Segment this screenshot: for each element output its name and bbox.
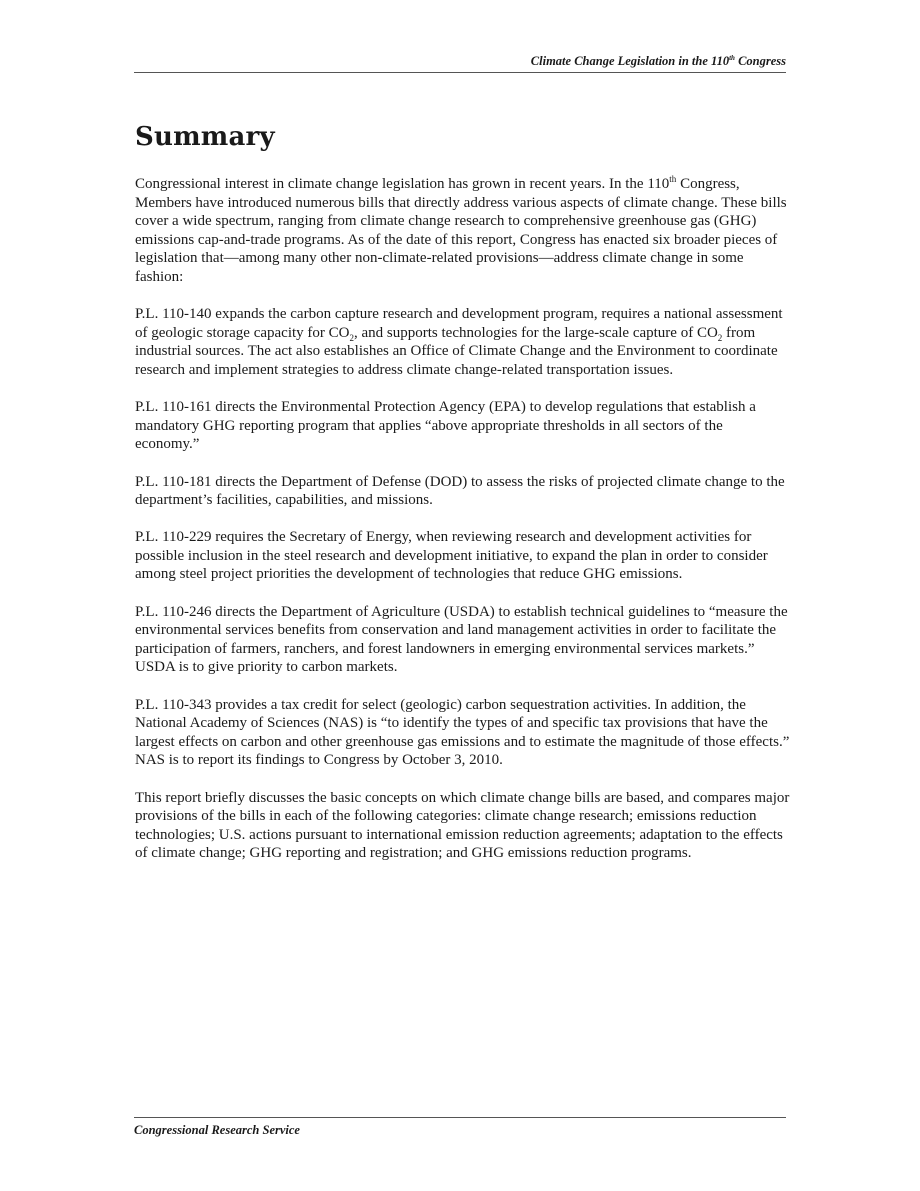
page-title: Summary: [135, 122, 275, 152]
pl-110-246-paragraph: P.L. 110-246 directs the Department of Agriculture (USDA) to establish technical guidelines to “measure the environmental services benefits from conservation and land management activities in order to facilitate the participation of farmers, ranchers, and forest landowners in emerging environmental services markets.” USDA is to give priority to carbon markets.: [135, 603, 788, 676]
intro-paragraph: [135, 175, 790, 287]
intro-text: Congressional interest in climate change legislation has grown in recent years. In the 110: [135, 176, 670, 192]
summary-body: [135, 175, 790, 882]
pl-110-140-paragraph: [135, 305, 790, 379]
running-footer: Congressional Research Service: [134, 1117, 786, 1138]
pl-110-181-paragraph: P.L. 110-181 directs the Department of Defense (DOD) to assess the risks of projected climate change to the department’s facilities, capabilities, and missions.: [135, 473, 785, 509]
pl-110-140-text: P.L. 110-140 expands the carbon capture research and development program, requires a national assessment of geologic storage capacity for CO: [135, 306, 783, 341]
closing-paragraph: This report briefly discusses the basic concepts on which climate change bills are based, and compares major provisions of the bills in each of the following categories: climate change research; emissions reduction technologies; U.S. actions pursuant to international emission reduction agreements; adaptation to the effects of climate change; GHG reporting and registration; and GHG emissions reduction programs.: [135, 789, 790, 862]
intro-text-continued: Congress, Members have introduced numerous bills that directly address various aspects of climate change. These bills cover a wide spectrum, ranging from climate change research to comprehensive greenhouse gas (GHG) emissions cap-and-trade programs. As of the date of this report, Congress has enacted six broader pieces of legislation that—among many other non-climate-related provisions—address climate change in some fashion:: [135, 176, 787, 285]
co2-subscript: 2: [717, 332, 723, 343]
intro-superscript: th: [669, 174, 677, 184]
running-header-superscript: th: [729, 53, 735, 62]
pl-110-161-paragraph: P.L. 110-161 directs the Environmental Protection Agency (EPA) to develop regulations that establish a mandatory GHG reporting program that applies “above appropriate thresholds in all sectors of the economy.”: [135, 399, 756, 453]
pl-110-229-paragraph: P.L. 110-229 requires the Secretary of Energy, when reviewing research and development activities for possible inclusion in the steel research and development initiative, to expand the plan in order to consider among steel project priorities the development of technologies that reduce GHG emissions.: [135, 529, 768, 583]
running-header-text: Climate Change Legislation in the 110: [530, 54, 730, 68]
pl-110-140-text-end: from industrial sources. The act also establishes an Office of Climate Change and the Environment to coordinate research and implement strategies to address climate change-related transportation issues.: [135, 324, 778, 378]
running-header-text-end: Congress: [734, 54, 786, 68]
running-header: [134, 52, 786, 73]
pl-110-140-text-continued: , and supports technologies for the large-scale capture of CO: [354, 324, 718, 341]
pl-110-343-paragraph: P.L. 110-343 provides a tax credit for select (geologic) carbon sequestration activities. In addition, the National Academy of Sciences (NAS) is “to identify the types of and specific tax provisions that have the largest effects on carbon and other greenhouse gas emissions and to estimate the magnitude of those effects.” NAS is to report its findings to Congress by October 3, 2010.: [135, 696, 790, 769]
co2-subscript: 2: [349, 332, 355, 343]
